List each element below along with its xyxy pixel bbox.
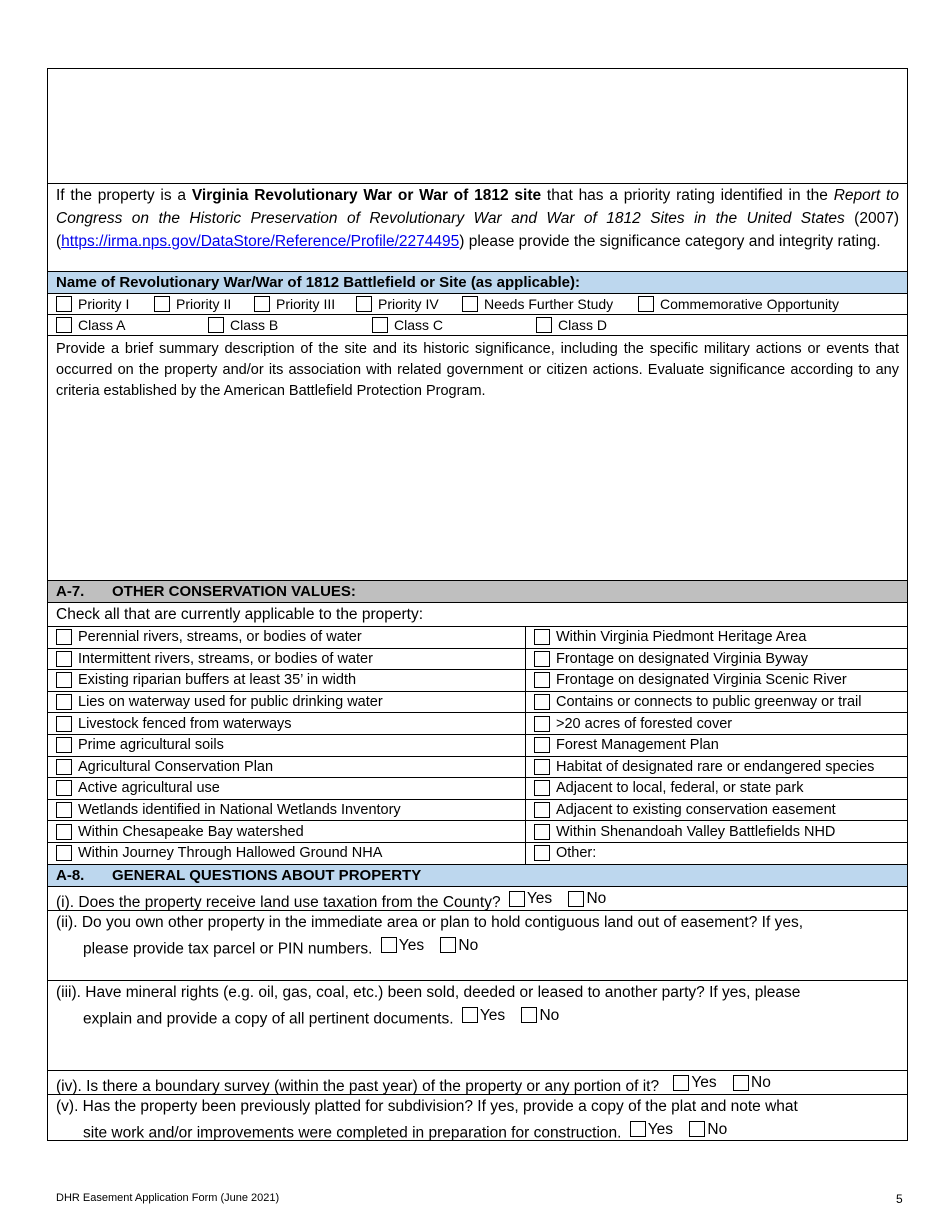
conservation-item: Intermittent rivers, streams, or bodies of water: [48, 649, 526, 671]
battlefield-header: Name of Revolutionary War/War of 1812 Battlefield or Site (as applicable):: [47, 272, 908, 294]
value-checkbox[interactable]: [534, 824, 550, 840]
value-checkbox[interactable]: [534, 780, 550, 796]
conservation-item: Forest Management Plan: [526, 735, 907, 757]
summary-field[interactable]: [47, 336, 908, 581]
intro-paragraph: If the property is a Virginia Revolutionary War or War of 1812 site that has a priority rating identified in the Report to Congress on the Historic Preservation of Revolutionary War and War of 1812 Sites in the United States (2007) (https://irma.nps.gov/DataStore/Reference/Profile/2274495) please provide the significance category and integrity rating.: [47, 184, 908, 272]
conservation-item: Contains or connects to public greenway or trail: [526, 692, 907, 714]
value-checkbox[interactable]: [534, 629, 550, 645]
class-c-checkbox[interactable]: [372, 317, 388, 333]
q4-no-checkbox[interactable]: [733, 1075, 749, 1091]
conservation-item: Habitat of designated rare or endangered species: [526, 757, 907, 779]
class-b-checkbox[interactable]: [208, 317, 224, 333]
q4-yes-checkbox[interactable]: [673, 1075, 689, 1091]
conservation-item: Prime agricultural soils: [48, 735, 526, 757]
q3-no-checkbox[interactable]: [521, 1007, 537, 1023]
priority-2-checkbox[interactable]: [154, 296, 170, 312]
value-checkbox[interactable]: [56, 716, 72, 732]
report-link[interactable]: https://irma.nps.gov/DataStore/Reference/Profile/2274495: [61, 233, 460, 250]
question-4: (iv). Is there a boundary survey (within the past year) of the property or any portion of it? Yes No: [47, 1071, 908, 1095]
summary-instructions: Provide a brief summary description of the site and its historic significance, including the specific military actions or events that occurred on the property and/or its association with related government or citizen actions. Evaluate significance according to any criteria established by the American Battlefield Protection Program.: [56, 341, 899, 399]
conservation-item: Existing riparian buffers at least 35’ in width: [48, 670, 526, 692]
conservation-item: Livestock fenced from waterways: [48, 713, 526, 735]
value-checkbox[interactable]: [56, 759, 72, 775]
priority-3-checkbox[interactable]: [254, 296, 270, 312]
value-checkbox[interactable]: [534, 651, 550, 667]
commemorative-opportunity-checkbox[interactable]: [638, 296, 654, 312]
q3-yes-checkbox[interactable]: [462, 1007, 478, 1023]
conservation-item: Within Chesapeake Bay watershed: [48, 821, 526, 843]
value-checkbox[interactable]: [534, 716, 550, 732]
question-2[interactable]: (ii). Do you own other property in the immediate area or plan to hold contiguous land out of easement? If yes, please provide tax parcel or PIN numbers. Yes No: [47, 911, 908, 981]
a8-header: A-8. GENERAL QUESTIONS ABOUT PROPERTY: [47, 865, 908, 887]
conservation-item: Frontage on designated Virginia Scenic River: [526, 670, 907, 692]
question-1: (i). Does the property receive land use taxation from the County? Yes No: [47, 887, 908, 911]
q1-no-checkbox[interactable]: [568, 891, 584, 907]
needs-further-study-checkbox[interactable]: [462, 296, 478, 312]
priority-1-checkbox[interactable]: [56, 296, 72, 312]
conservation-item: Adjacent to local, federal, or state park: [526, 778, 907, 800]
blank-area[interactable]: [47, 68, 908, 184]
value-checkbox[interactable]: [534, 759, 550, 775]
conservation-item-other: Other:: [526, 843, 907, 865]
value-checkbox[interactable]: [534, 737, 550, 753]
page-number: 5: [896, 1192, 903, 1206]
conservation-item: Within Virginia Piedmont Heritage Area: [526, 627, 907, 649]
q2-no-checkbox[interactable]: [440, 937, 456, 953]
conservation-item: Within Journey Through Hallowed Ground NHA: [48, 843, 526, 865]
conservation-item: >20 acres of forested cover: [526, 713, 907, 735]
value-checkbox[interactable]: [56, 694, 72, 710]
conservation-item: Within Shenandoah Valley Battlefields NHD: [526, 821, 907, 843]
conservation-item: Active agricultural use: [48, 778, 526, 800]
q5-no-checkbox[interactable]: [689, 1121, 705, 1137]
value-checkbox[interactable]: [56, 737, 72, 753]
value-checkbox[interactable]: [56, 824, 72, 840]
class-d-checkbox[interactable]: [536, 317, 552, 333]
other-checkbox[interactable]: [534, 845, 550, 861]
form: [47, 68, 908, 1141]
conservation-item: Perennial rivers, streams, or bodies of water: [48, 627, 526, 649]
priority-row: Priority I Priority II Priority III Priority IV Needs Further Study Commemorative Opportunity: [47, 294, 908, 315]
conservation-item: Lies on waterway used for public drinking water: [48, 692, 526, 714]
conservation-values-grid: [47, 627, 908, 865]
value-checkbox[interactable]: [56, 629, 72, 645]
value-checkbox[interactable]: [56, 672, 72, 688]
footer-form-title: DHR Easement Application Form (June 2021): [56, 1192, 280, 1204]
value-checkbox[interactable]: [534, 672, 550, 688]
question-3[interactable]: (iii). Have mineral rights (e.g. oil, gas, coal, etc.) been sold, deeded or leased to another party? If yes, please explain and provide a copy of all pertinent documents. Yes No: [47, 981, 908, 1071]
q2-yes-checkbox[interactable]: [381, 937, 397, 953]
conservation-item: Agricultural Conservation Plan: [48, 757, 526, 779]
value-checkbox[interactable]: [56, 780, 72, 796]
class-a-checkbox[interactable]: [56, 317, 72, 333]
q5-yes-checkbox[interactable]: [630, 1121, 646, 1137]
value-checkbox[interactable]: [56, 802, 72, 818]
value-checkbox[interactable]: [56, 845, 72, 861]
conservation-item: Wetlands identified in National Wetlands Inventory: [48, 800, 526, 822]
value-checkbox[interactable]: [534, 694, 550, 710]
conservation-item: Adjacent to existing conservation easement: [526, 800, 907, 822]
value-checkbox[interactable]: [56, 651, 72, 667]
priority-4-checkbox[interactable]: [356, 296, 372, 312]
check-all-instruction: Check all that are currently applicable to the property:: [47, 603, 908, 627]
class-row: Class A Class B Class C Class D: [47, 315, 908, 336]
conservation-item: Frontage on designated Virginia Byway: [526, 649, 907, 671]
value-checkbox[interactable]: [534, 802, 550, 818]
question-5: (v). Has the property been previously platted for subdivision? If yes, provide a copy of the plat and note what site work and/or improvements were completed in preparation for construction. Yes No: [47, 1095, 908, 1141]
q1-yes-checkbox[interactable]: [509, 891, 525, 907]
a7-header: A-7. OTHER CONSERVATION VALUES:: [47, 581, 908, 603]
